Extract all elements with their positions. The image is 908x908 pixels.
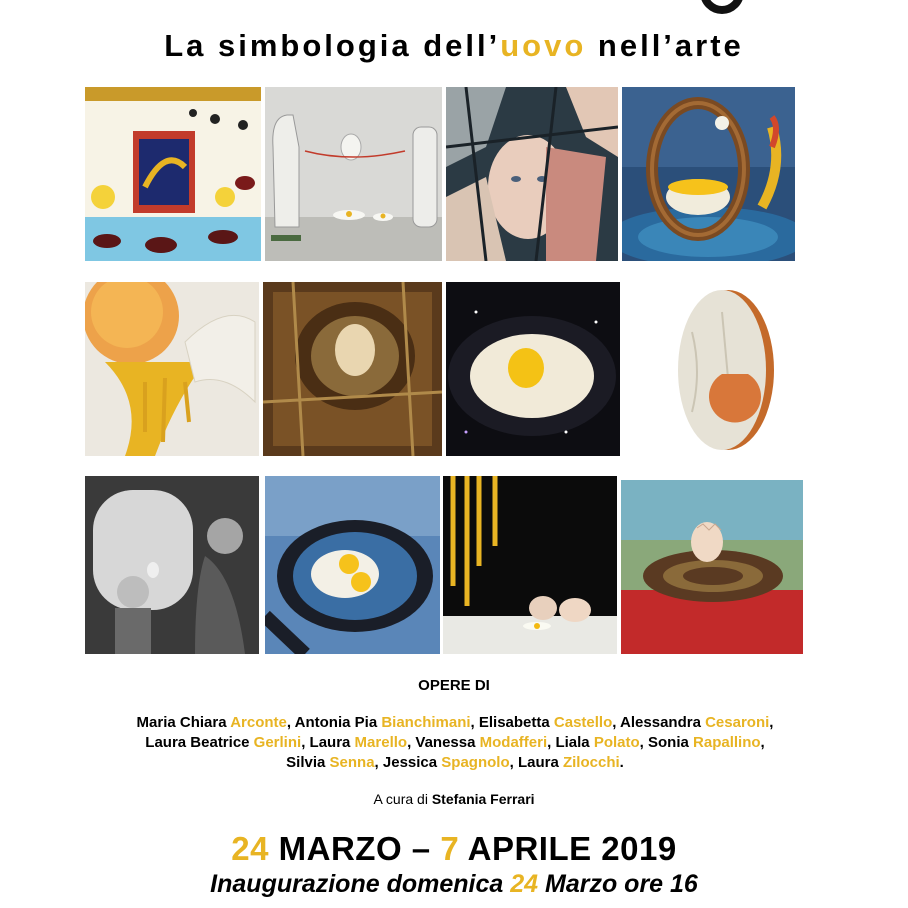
curator-label: A cura di	[373, 791, 432, 807]
start-day: 24	[231, 830, 269, 867]
inauguration-pre: Inaugurazione domenica	[210, 870, 511, 898]
artist-name: Laura Beatrice Gerlini	[145, 734, 302, 751]
artist-name: Laura Zilocchi	[517, 754, 620, 771]
artwork-3	[446, 87, 618, 261]
inauguration-post: Marzo ore 16	[538, 870, 698, 898]
artwork-5	[85, 282, 259, 456]
artist-name: Liala Polato	[555, 734, 640, 751]
artist-name: Silvia Senna	[286, 754, 375, 771]
artists-list: Maria Chiara Arconte, Antonia Pia Bianchimani, Elisabetta Castello, Alessandra Cesaroni, Laura Beatrice Gerlini, Laura Marello, Vanessa Modafferi, Liala Polato, Sonia Rapallino, Silvia Senna, Jessica Spagnolo, Laura Zilocchi.	[136, 714, 774, 771]
artwork-12	[621, 480, 803, 654]
artist-name: Antonia Pia Bianchimani	[294, 714, 471, 731]
artist-name: Laura Marello	[309, 734, 408, 751]
clipped-main-title	[0, 0, 908, 16]
artwork-8	[622, 282, 804, 456]
artwork-9	[85, 476, 259, 654]
start-month: MARZO –	[268, 830, 441, 867]
works-heading: OPERE DI	[418, 677, 490, 694]
subtitle-pre: La simbologia dell’	[164, 28, 501, 63]
subtitle-highlight: uovo	[500, 28, 587, 63]
end-day: 7	[440, 830, 460, 867]
artist-name: Maria Chiara Arconte	[136, 714, 287, 731]
artist-name: Vanessa Modafferi	[415, 734, 548, 751]
inauguration-day: 24	[510, 870, 539, 898]
artwork-2	[265, 87, 442, 261]
artwork-11	[443, 476, 617, 654]
artwork-1	[85, 87, 261, 261]
title-letter-fragment	[700, 0, 744, 14]
artwork-10	[265, 476, 440, 654]
subtitle	[0, 28, 908, 64]
artwork-4	[622, 87, 795, 261]
curator-name: Stefania Ferrari	[431, 791, 535, 807]
artist-name: Elisabetta Castello	[478, 714, 613, 731]
curator-line	[0, 791, 908, 807]
exhibition-dates	[0, 830, 908, 868]
inauguration-line	[0, 870, 908, 899]
artist-name: Sonia Rapallino	[648, 734, 761, 751]
artist-name: Jessica Spagnolo	[382, 754, 510, 771]
artist-name: Alessandra Cesaroni	[620, 714, 770, 731]
end-month: APRILE 2019	[459, 830, 677, 867]
artwork-6	[263, 282, 442, 456]
artwork-7	[446, 282, 620, 456]
subtitle-post: nell’arte	[586, 28, 744, 63]
